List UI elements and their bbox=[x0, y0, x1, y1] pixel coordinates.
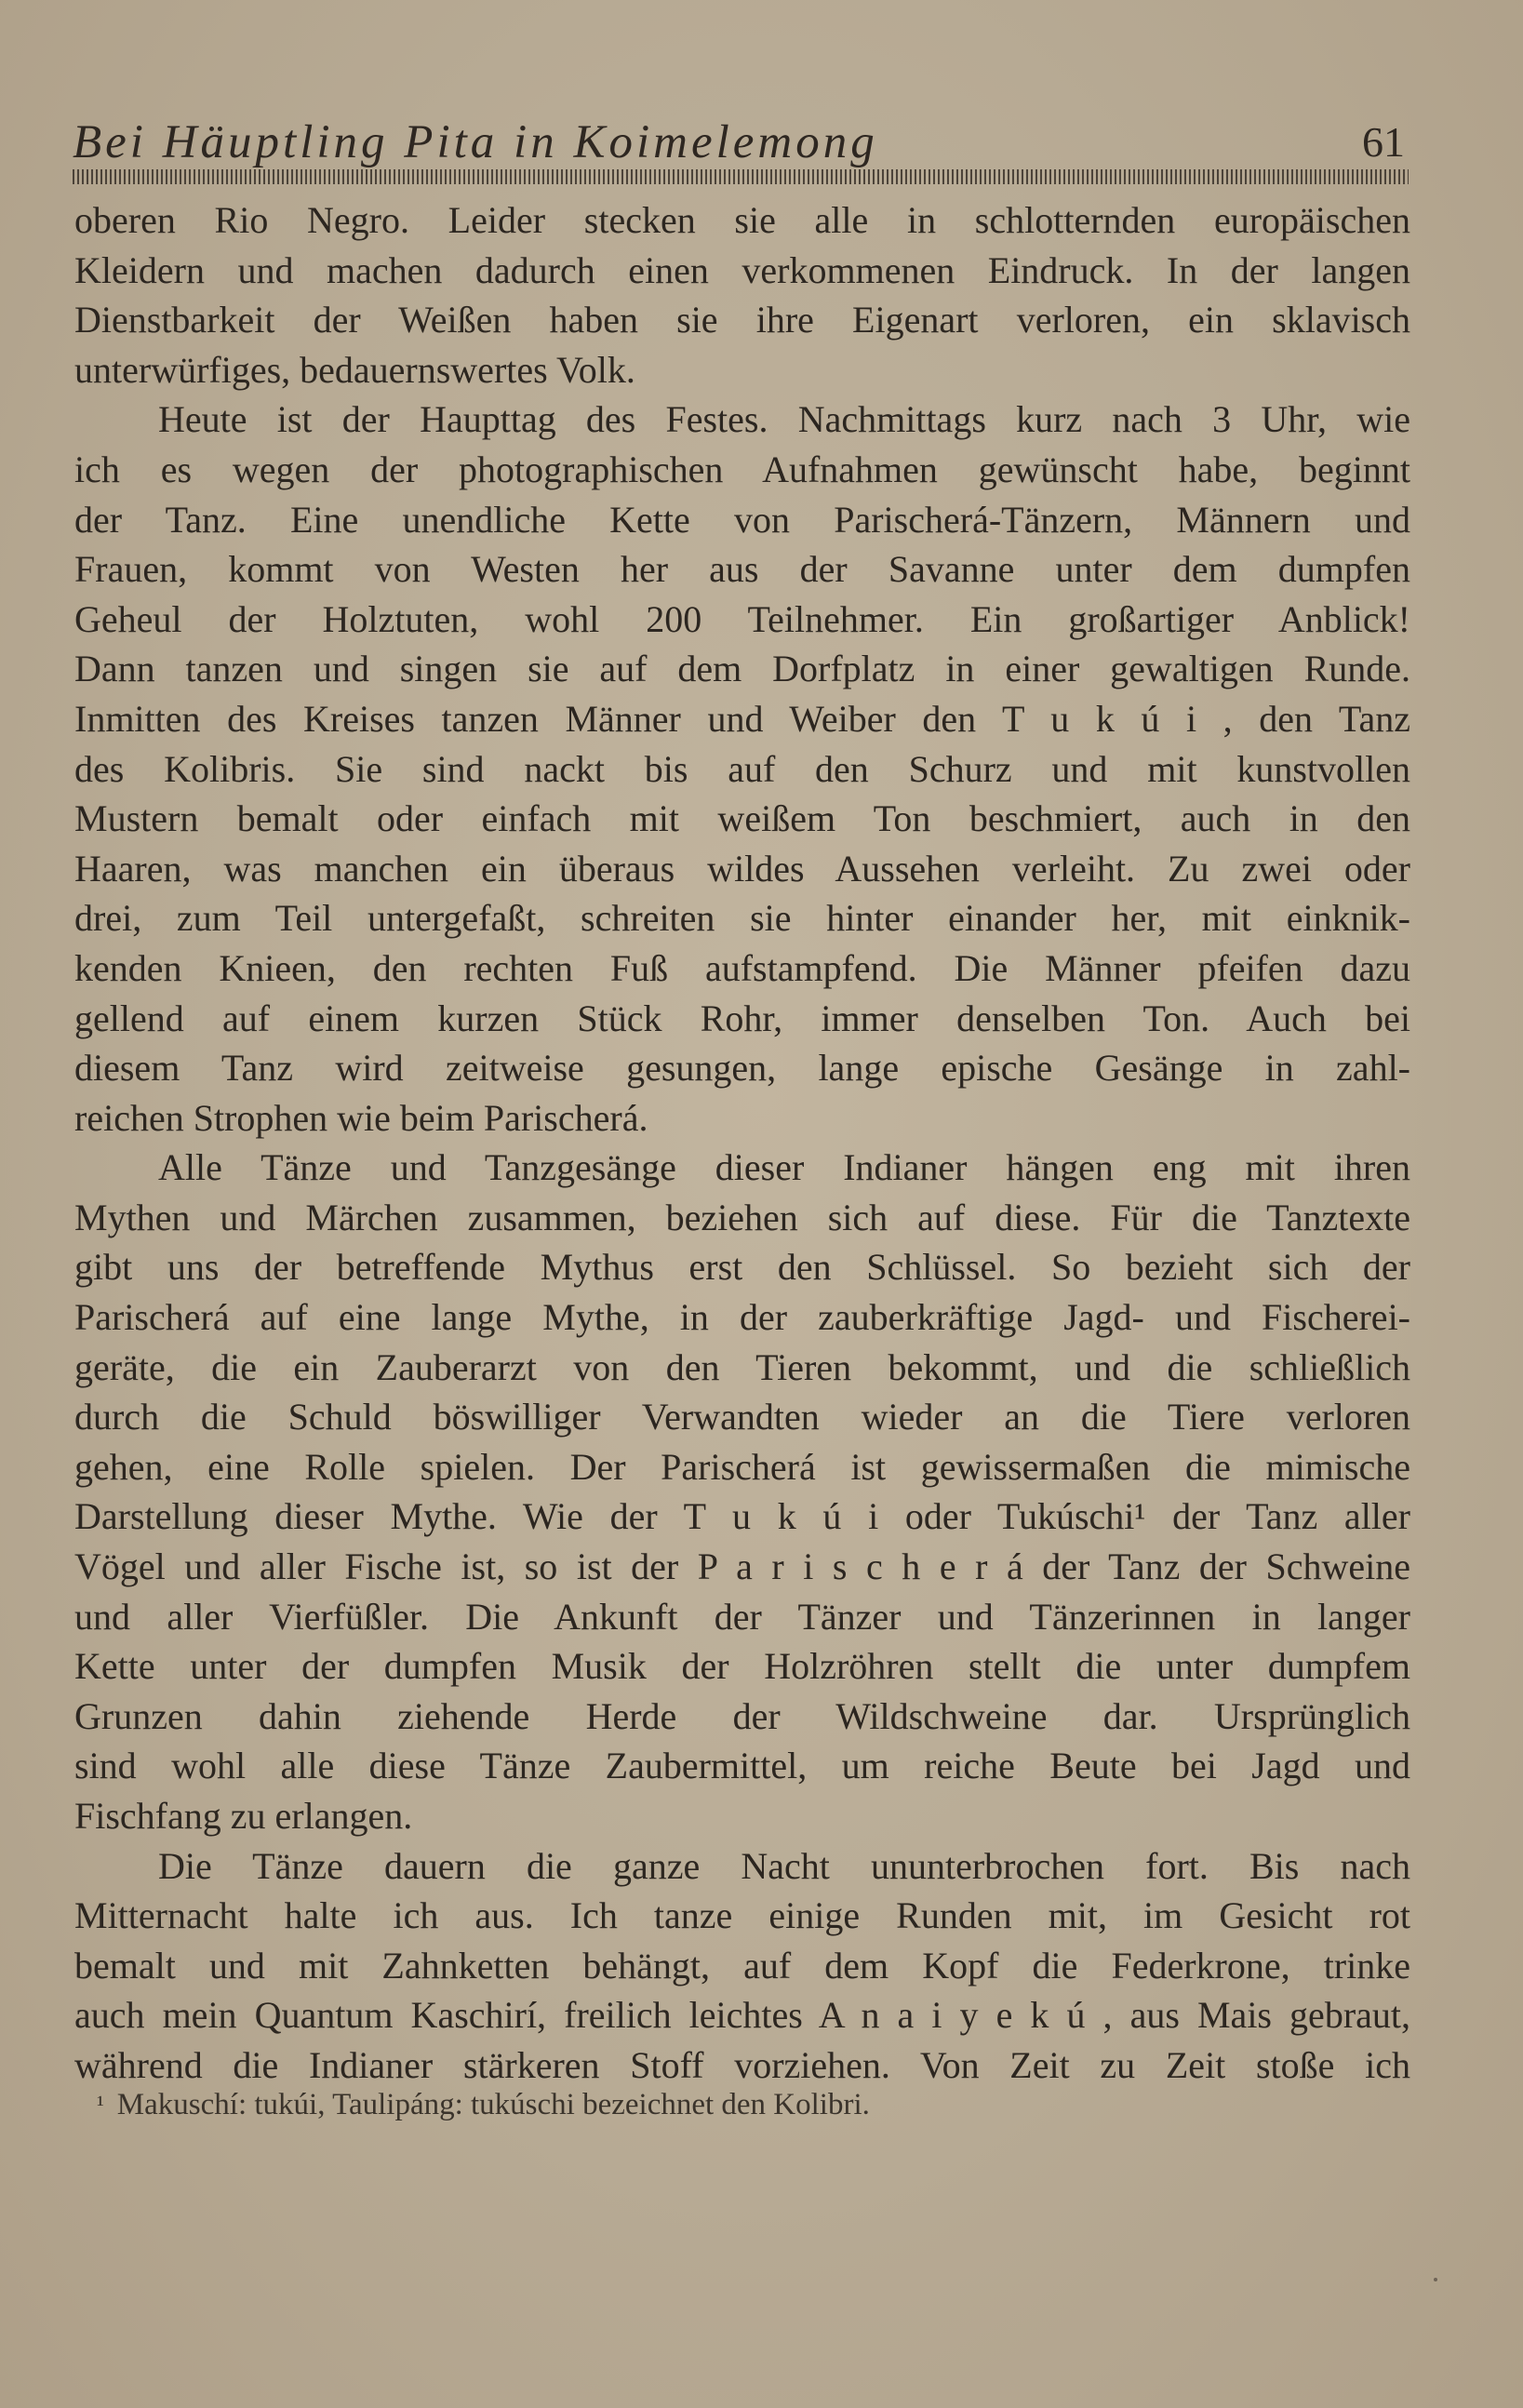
text-line: Parischerá auf eine lange Mythe, in der zauberkräftige Jagd- und Fischerei- bbox=[74, 1296, 1410, 1339]
text-line: und aller Vierfüßler. Die Ankunft der Tänzer und Tänzerinnen in langer bbox=[74, 1595, 1410, 1638]
footnote-text: Makuschí: tukúi, Taulipáng: tukúschi bezeichnet den Kolibri. bbox=[116, 2088, 870, 2121]
text-line: gellend auf einem kurzen Stück Rohr, immer denselben Ton. Auch bei bbox=[74, 997, 1410, 1039]
body-text bbox=[74, 195, 1410, 2091]
text-line: Grunzen dahin ziehende Herde der Wildschweine dar. Ursprünglich bbox=[74, 1694, 1410, 1737]
text-line: Heute ist der Haupttag des Festes. Nachmittags kurz nach 3 Uhr, wie bbox=[158, 398, 1410, 441]
running-head-title: Bei Häuptling Pita in Koimelemong bbox=[73, 116, 878, 168]
text-line: Vögel und aller Fische ist, so ist der P a r i s c h e r á der Tanz der Schweine bbox=[74, 1545, 1410, 1588]
text-line: Frauen, kommt von Westen her aus der Savanne unter dem dumpfen bbox=[74, 548, 1410, 591]
text-line: während die Indianer stärkeren Stoff vorziehen. Von Zeit zu Zeit stoße ich bbox=[74, 2043, 1410, 2086]
text-line: Dann tanzen und singen sie auf dem Dorfplatz in einer gewaltigen Runde. bbox=[74, 648, 1410, 690]
text-line: reichen Strophen wie beim Parischerá. bbox=[74, 1096, 648, 1139]
text-line: Die Tänze dauern die ganze Nacht ununterbrochen fort. Bis nach bbox=[158, 1844, 1410, 1887]
text-line: Alle Tänze und Tanzgesänge dieser Indianer hängen eng mit ihren bbox=[158, 1146, 1410, 1189]
text-line: Mitternacht halte ich aus. Ich tanze einige Runden mit, im Gesicht rot bbox=[74, 1894, 1410, 1937]
text-line: durch die Schuld böswilliger Verwandten wieder an die Tiere verloren bbox=[74, 1396, 1410, 1438]
text-line: Geheul der Holztuten, wohl 200 Teilnehmer. Ein großartiger Anblick! bbox=[74, 597, 1410, 640]
text-line: drei, zum Teil untergefaßt, schreiten sie hinter einander her, mit einknik- bbox=[74, 897, 1410, 940]
text-line: gehen, eine Rolle spielen. Der Parischerá ist gewissermaßen die mimische bbox=[74, 1445, 1410, 1488]
text-line: geräte, die ein Zauberarzt von den Tieren bekommt, und die schließlich bbox=[74, 1345, 1410, 1388]
footnote-marker: ¹ bbox=[97, 2091, 104, 2118]
text-line: der Tanz. Eine unendliche Kette von Parischerá-Tänzern, Männern und bbox=[74, 498, 1410, 541]
footnote bbox=[97, 2082, 1306, 2127]
text-line: oberen Rio Negro. Leider stecken sie alle in schlotternden europäischen bbox=[74, 199, 1410, 241]
text-line: Haaren, was manchen ein überaus wildes Aussehen verleiht. Zu zwei oder bbox=[74, 847, 1410, 890]
text-line: kenden Knieen, den rechten Fuß aufstampfend. Die Männer pfeifen dazu bbox=[74, 946, 1410, 989]
text-line: Mythen und Märchen zusammen, beziehen sich auf diese. Für die Tanztexte bbox=[74, 1196, 1410, 1238]
text-line: auch mein Quantum Kaschirí, freilich leichtes A n a i y e k ú , aus Mais gebraut, bbox=[74, 1994, 1410, 2037]
running-head-rule bbox=[73, 169, 1409, 184]
text-line: diesem Tanz wird zeitweise gesungen, lange epische Gesänge in zahl- bbox=[74, 1047, 1410, 1090]
text-line: Fischfang zu erlangen. bbox=[74, 1795, 413, 1837]
paper-speck bbox=[1434, 2278, 1437, 2281]
text-line: bemalt und mit Zahnketten behängt, auf dem Kopf die Federkrone, trinke bbox=[74, 1944, 1410, 1987]
text-line: des Kolibris. Sie sind nackt bis auf den Schurz und mit kunstvollen bbox=[74, 747, 1410, 790]
running-head bbox=[73, 112, 1409, 175]
text-line: Kette unter der dumpfen Musik der Holzröhren stellt die unter dumpfem bbox=[74, 1645, 1410, 1688]
text-line: Dienstbarkeit der Weißen haben sie ihre Eigenart verloren, ein sklavisch bbox=[74, 299, 1410, 341]
text-line: gibt uns der betreffende Mythus erst den Schlüssel. So bezieht sich der bbox=[74, 1246, 1410, 1289]
text-line: Mustern bemalt oder einfach mit weißem Ton beschmiert, auch in den bbox=[74, 797, 1410, 840]
text-line: ich es wegen der photographischen Aufnahmen gewünscht habe, beginnt bbox=[74, 448, 1410, 490]
text-line: sind wohl alle diese Tänze Zaubermittel, um reiche Beute bei Jagd und bbox=[74, 1745, 1410, 1787]
text-line: Kleidern und machen dadurch einen verkommenen Eindruck. In der langen bbox=[74, 248, 1410, 291]
text-line: unterwürfiges, bedauernswertes Volk. bbox=[74, 348, 635, 391]
page-number: 61 bbox=[1362, 118, 1405, 166]
text-line: Inmitten des Kreises tanzen Männer und Weiber den T u k ú i , den Tanz bbox=[74, 697, 1410, 740]
text-line: Darstellung dieser Mythe. Wie der T u k ú i oder Tukúschi¹ der Tanz aller bbox=[74, 1495, 1410, 1538]
